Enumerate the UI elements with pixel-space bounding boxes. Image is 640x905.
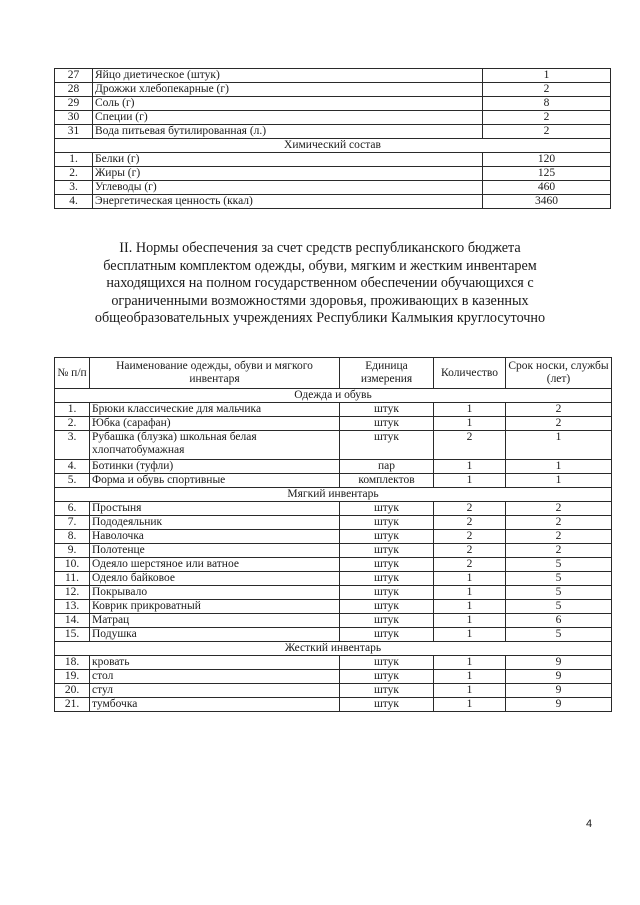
row-unit: штук [340, 417, 434, 431]
table-row [55, 516, 612, 530]
row-qty: 2 [434, 558, 506, 572]
norms-table-header [55, 358, 612, 389]
row-num: 6. [55, 502, 90, 516]
row-num: 18. [55, 656, 90, 670]
section-title-line: ограниченными возможностями здоровья, проживающих в казенных [111, 292, 529, 309]
row-term: 9 [506, 684, 612, 698]
row-name: Жиры (г) [93, 167, 483, 181]
table-row [55, 431, 612, 460]
row-num: 20. [55, 684, 90, 698]
row-term: 2 [506, 544, 612, 558]
header-qty: Количество [434, 358, 506, 389]
row-term: 1 [506, 431, 612, 460]
section-title-line: бесплатным комплектом одежды, обуви, мягким и жестким инвентарем [103, 257, 537, 274]
row-term: 1 [506, 474, 612, 488]
header-name: Наименование одежды, обуви и мягкого инвентаря [90, 358, 340, 389]
row-name: Специи (г) [93, 111, 483, 125]
row-name: кровать [90, 656, 340, 670]
row-term: 5 [506, 558, 612, 572]
row-term: 2 [506, 403, 612, 417]
section-label: Химический состав [55, 139, 611, 153]
row-num: 12. [55, 586, 90, 600]
table-row [55, 403, 612, 417]
table-row [55, 417, 612, 431]
row-num: 9. [55, 544, 90, 558]
row-qty: 1 [434, 614, 506, 628]
row-name: Наволочка [90, 530, 340, 544]
row-unit: штук [340, 656, 434, 670]
row-unit: штук [340, 516, 434, 530]
row-term: 5 [506, 628, 612, 642]
row-unit: штук [340, 670, 434, 684]
row-name: Полотенце [90, 544, 340, 558]
row-qty: 1 [434, 684, 506, 698]
row-term: 5 [506, 600, 612, 614]
row-name: Ботинки (туфли) [90, 460, 340, 474]
row-value: 125 [483, 167, 611, 181]
nutrition-row [55, 83, 611, 97]
row-name: Энергетическая ценность (ккал) [93, 195, 483, 209]
composition-row [55, 153, 611, 167]
row-name: Юбка (сарафан) [90, 417, 340, 431]
row-num: 7. [55, 516, 90, 530]
row-num: 28 [55, 83, 93, 97]
row-name: стул [90, 684, 340, 698]
row-unit: комплектов [340, 474, 434, 488]
row-unit: штук [340, 684, 434, 698]
composition-row [55, 195, 611, 209]
nutrition-row [55, 125, 611, 139]
row-num: 13. [55, 600, 90, 614]
row-term: 5 [506, 572, 612, 586]
group-label: Одежда и обувь [55, 389, 612, 403]
row-num: 1. [55, 153, 93, 167]
row-qty: 1 [434, 586, 506, 600]
section-title [60, 240, 580, 328]
row-term: 2 [506, 417, 612, 431]
row-unit: штук [340, 502, 434, 516]
row-qty: 2 [434, 516, 506, 530]
header-num: № п/п [55, 358, 90, 389]
row-num: 21. [55, 698, 90, 712]
row-unit: штук [340, 572, 434, 586]
row-name: Пододеяльник [90, 516, 340, 530]
row-value: 8 [483, 97, 611, 111]
row-qty: 1 [434, 474, 506, 488]
row-name: Подушка [90, 628, 340, 642]
row-num: 3. [55, 431, 90, 460]
row-term: 6 [506, 614, 612, 628]
norms-table-body [55, 389, 612, 712]
row-num: 10. [55, 558, 90, 572]
row-unit: штук [340, 403, 434, 417]
table-row [55, 670, 612, 684]
row-unit: штук [340, 614, 434, 628]
group-row [55, 642, 612, 656]
row-num: 31 [55, 125, 93, 139]
row-num: 5. [55, 474, 90, 488]
row-num: 2. [55, 167, 93, 181]
table-row [55, 502, 612, 516]
row-qty: 1 [434, 403, 506, 417]
row-term: 1 [506, 460, 612, 474]
nutrition-row [55, 97, 611, 111]
row-name: Простыня [90, 502, 340, 516]
row-num: 2. [55, 417, 90, 431]
row-qty: 1 [434, 572, 506, 586]
row-unit: штук [340, 600, 434, 614]
row-term: 9 [506, 656, 612, 670]
group-label: Жесткий инвентарь [55, 642, 612, 656]
row-name: Матрац [90, 614, 340, 628]
table-row [55, 628, 612, 642]
row-unit: штук [340, 530, 434, 544]
row-name: стол [90, 670, 340, 684]
row-value: 2 [483, 83, 611, 97]
nutrition-row [55, 111, 611, 125]
composition-row [55, 167, 611, 181]
row-unit: штук [340, 558, 434, 572]
row-qty: 2 [434, 544, 506, 558]
table-row [55, 684, 612, 698]
row-qty: 1 [434, 698, 506, 712]
row-name: Форма и обувь спортивные [90, 474, 340, 488]
row-value: 2 [483, 125, 611, 139]
table-row [55, 544, 612, 558]
row-qty: 2 [434, 530, 506, 544]
row-qty: 1 [434, 417, 506, 431]
row-unit: штук [340, 431, 434, 460]
row-term: 9 [506, 698, 612, 712]
nutrition-row [55, 69, 611, 83]
row-name: Соль (г) [93, 97, 483, 111]
row-qty: 1 [434, 600, 506, 614]
row-name: Одеяло байковое [90, 572, 340, 586]
group-row [55, 389, 612, 403]
row-num: 19. [55, 670, 90, 684]
row-num: 29 [55, 97, 93, 111]
row-unit: штук [340, 544, 434, 558]
row-num: 30 [55, 111, 93, 125]
row-qty: 1 [434, 670, 506, 684]
table-row [55, 586, 612, 600]
row-num: 1. [55, 403, 90, 417]
row-qty: 1 [434, 628, 506, 642]
header-unit: Единица измерения [340, 358, 434, 389]
row-name: Коврик прикроватный [90, 600, 340, 614]
table-row [55, 698, 612, 712]
row-num: 15. [55, 628, 90, 642]
row-value: 1 [483, 69, 611, 83]
table-row [55, 558, 612, 572]
row-name: Углеводы (г) [93, 181, 483, 195]
page-number: 4 [586, 818, 593, 830]
row-value: 3460 [483, 195, 611, 209]
row-name: Рубашка (блузка) школьная белая хлопчатобумажная [90, 431, 340, 460]
row-qty: 2 [434, 431, 506, 460]
row-value: 2 [483, 111, 611, 125]
row-unit: пар [340, 460, 434, 474]
table-row [55, 614, 612, 628]
nutrition-table-body [55, 69, 611, 209]
table-row [55, 572, 612, 586]
row-term: 2 [506, 530, 612, 544]
row-num: 14. [55, 614, 90, 628]
row-name: Брюки классические для мальчика [90, 403, 340, 417]
row-term: 2 [506, 516, 612, 530]
group-row [55, 488, 612, 502]
row-num: 4. [55, 460, 90, 474]
table-row [55, 656, 612, 670]
row-term: 9 [506, 670, 612, 684]
row-name: Белки (г) [93, 153, 483, 167]
row-qty: 2 [434, 502, 506, 516]
section-row [55, 139, 611, 153]
table-row [55, 474, 612, 488]
section-title-line: II. Нормы обеспечения за счет средств республиканского бюджета [119, 240, 521, 256]
row-name: тумбочка [90, 698, 340, 712]
row-name: Вода питьевая бутилированная (л.) [93, 125, 483, 139]
row-term: 2 [506, 502, 612, 516]
row-name: Покрывало [90, 586, 340, 600]
group-label: Мягкий инвентарь [55, 488, 612, 502]
nutrition-table [54, 68, 611, 209]
row-unit: штук [340, 628, 434, 642]
row-name: Яйцо диетическое (штук) [93, 69, 483, 83]
row-name: Одеяло шерстяное или ватное [90, 558, 340, 572]
table-row [55, 600, 612, 614]
row-num: 8. [55, 530, 90, 544]
row-qty: 1 [434, 460, 506, 474]
section-title-line: находящихся на полном государственном обеспечении обучающихся с [106, 275, 534, 291]
row-num: 4. [55, 195, 93, 209]
row-num: 27 [55, 69, 93, 83]
row-value: 120 [483, 153, 611, 167]
table-row [55, 530, 612, 544]
row-value: 460 [483, 181, 611, 195]
row-qty: 1 [434, 656, 506, 670]
row-name: Дрожжи хлебопекарные (г) [93, 83, 483, 97]
section-title-line: общеобразовательных учреждениях Республики Калмыкия круглосуточно [94, 310, 546, 326]
row-num: 3. [55, 181, 93, 195]
row-num: 11. [55, 572, 90, 586]
table-row [55, 460, 612, 474]
header-term: Срок носки, службы (лет) [506, 358, 612, 389]
row-unit: штук [340, 698, 434, 712]
row-term: 5 [506, 586, 612, 600]
norms-table [54, 357, 612, 712]
row-unit: штук [340, 586, 434, 600]
composition-row [55, 181, 611, 195]
